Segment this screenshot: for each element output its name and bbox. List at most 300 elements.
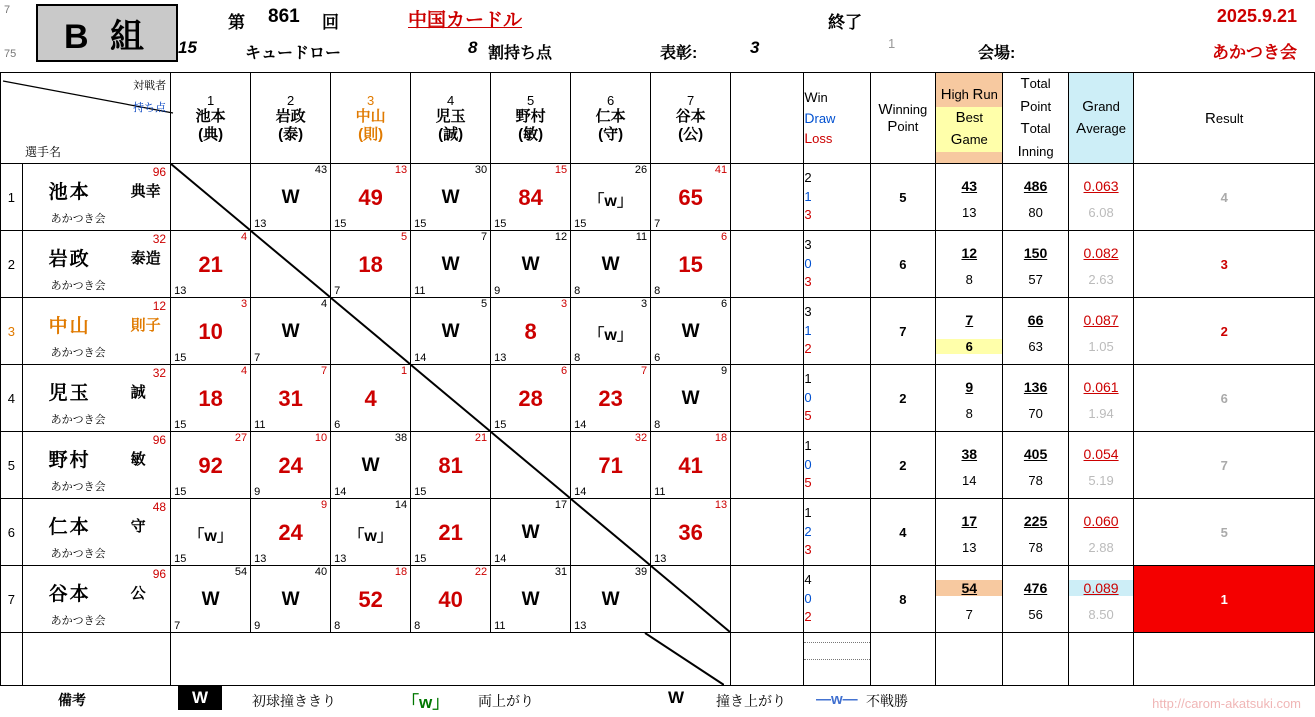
game-result-cell[interactable] — [411, 164, 491, 231]
total-point-cell — [1003, 566, 1068, 633]
grand-average-secondary: 1.05 — [1088, 339, 1114, 354]
game-result-cell[interactable] — [171, 231, 251, 298]
cell-inning: 15 — [494, 218, 507, 230]
grand-average-value: 0.054 — [1083, 446, 1119, 462]
result-cell: 6 — [1134, 365, 1315, 432]
legend-mark-2: 「w」 — [402, 693, 450, 712]
cell-opponent-score: 32 — [634, 432, 648, 444]
game-result-cell[interactable] — [171, 566, 251, 633]
tiny-top-number: 7 — [4, 4, 11, 16]
opponent-name-4: 児玉 (誠) — [435, 108, 466, 143]
win-count: 1 — [804, 504, 812, 520]
game-result-cell[interactable] — [491, 365, 571, 432]
cell-score: 8 — [524, 319, 537, 344]
best-game-value: 6 — [936, 339, 1002, 354]
grand-average-value: 0.063 — [1083, 178, 1119, 194]
sheet-header — [0, 0, 1315, 72]
empty-cell — [870, 633, 936, 686]
loss-count: 5 — [804, 475, 812, 491]
legend-mark-3: W — [668, 688, 685, 707]
winning-point-cell: 4 — [870, 499, 936, 566]
total-point-value: 476 — [1023, 580, 1048, 596]
cell-inning: 15 — [574, 218, 587, 230]
row-number: 5 — [1, 432, 23, 499]
total-point-cell — [1003, 499, 1068, 566]
cell-score: W — [361, 455, 380, 476]
cell-score: 28 — [518, 386, 543, 411]
sheet-footer — [0, 680, 1315, 717]
high-run-cell — [936, 164, 1003, 231]
draw-count: 2 — [804, 523, 812, 539]
empty-cell — [1068, 633, 1134, 686]
win-count: 1 — [804, 370, 812, 386]
cell-inning: 9 — [494, 285, 501, 297]
row-number: 1 — [1, 164, 23, 231]
cell-opponent-score: 13 — [394, 164, 408, 176]
cell-inning: 8 — [574, 352, 581, 364]
total-point-cell — [1003, 432, 1068, 499]
cell-inning: 8 — [414, 620, 421, 632]
game-result-cell[interactable] — [331, 499, 411, 566]
loss-count: 3 — [804, 274, 812, 290]
table-row — [1, 231, 1315, 298]
game-result-cell[interactable] — [331, 164, 411, 231]
draw-count: 0 — [804, 389, 812, 405]
cell-opponent-score: 13 — [714, 499, 728, 511]
legend-text-4: 不戦勝 — [866, 693, 908, 709]
game-result-cell[interactable] — [571, 566, 651, 633]
cell-inning: 13 — [174, 285, 187, 297]
legend-mark-4: —w— — [816, 691, 858, 708]
game-result-cell[interactable] — [491, 499, 571, 566]
result-cell: 1 — [1134, 566, 1315, 633]
player-family-name: 谷本 — [48, 584, 91, 605]
game-result-cell[interactable] — [651, 298, 731, 365]
player-given-name: 泰造 — [130, 250, 161, 267]
cell-inning: 15 — [414, 486, 427, 498]
total-inning-value: 56 — [1028, 607, 1043, 622]
player-club: あかつき会 — [50, 414, 106, 426]
corner-label-handicap: 持ち点 — [133, 102, 167, 114]
player-family-name: 池本 — [48, 182, 91, 203]
cell-inning: 15 — [174, 352, 187, 364]
game-result-cell[interactable] — [571, 164, 651, 231]
high-run-cell — [936, 432, 1003, 499]
game-result-cell[interactable] — [331, 231, 411, 298]
cell-inning: 15 — [174, 486, 187, 498]
opponent-index-5: 5 — [526, 93, 535, 109]
cell-inning: 14 — [334, 486, 347, 498]
game-result-cell[interactable] — [491, 298, 571, 365]
game-result-cell[interactable] — [171, 298, 251, 365]
game-result-cell[interactable] — [651, 499, 731, 566]
legend-text-3: 撞き上がり — [716, 693, 786, 709]
cell-score: 31 — [278, 386, 303, 411]
player-handicap: 96 — [152, 165, 167, 179]
diagonal-cell — [411, 365, 491, 432]
game-result-cell[interactable] — [411, 499, 491, 566]
cell-inning: 7 — [174, 620, 181, 632]
cell-opponent-score: 7 — [320, 365, 328, 377]
diagonal-cell — [251, 231, 331, 298]
cell-score: 24 — [278, 520, 303, 545]
opponent-name-3: 中山 (則) — [355, 108, 386, 143]
grand-average-cell — [1068, 231, 1134, 298]
player-name-cell — [22, 499, 170, 566]
table-row — [1, 164, 1315, 231]
cell-inning: 7 — [654, 218, 661, 230]
site-url[interactable]: http://carom-akatsuki.com — [1152, 696, 1301, 711]
game-result-cell[interactable] — [411, 432, 491, 499]
player-handicap: 32 — [152, 366, 167, 380]
cell-inning: 11 — [254, 419, 266, 431]
win-count: 3 — [804, 303, 812, 319]
player-club: あかつき会 — [50, 280, 106, 292]
cell-score: W — [281, 187, 300, 208]
high-run-cell — [936, 566, 1003, 633]
grand-average-secondary: 2.63 — [1088, 272, 1114, 287]
cell-opponent-score: 17 — [554, 499, 568, 511]
spacer-cell — [731, 499, 804, 566]
cell-score: W — [281, 321, 300, 342]
cell-opponent-score: 9 — [320, 499, 328, 511]
split-number: 8 — [468, 38, 478, 57]
cell-opponent-score: 3 — [640, 298, 648, 310]
opponent-name-2: 岩政 (泰) — [275, 108, 306, 143]
cell-score: 36 — [678, 520, 703, 545]
opponent-name-6: 仁本 (守) — [595, 108, 626, 143]
game-result-cell[interactable] — [251, 298, 331, 365]
cell-opponent-score: 38 — [394, 432, 408, 444]
spacer-cell — [731, 298, 804, 365]
cell-score: 52 — [358, 587, 383, 612]
cell-score: 65 — [678, 185, 703, 210]
cell-opponent-score: 4 — [240, 365, 248, 377]
cell-opponent-score: 5 — [480, 298, 488, 310]
cell-inning: 13 — [654, 553, 667, 565]
game-result-cell[interactable] — [331, 566, 411, 633]
total-inning-value: 70 — [1028, 406, 1043, 421]
cell-score: W — [521, 254, 540, 275]
wdl-cell — [804, 432, 870, 499]
wp-header-l1: inning — [892, 102, 928, 117]
game-result-cell[interactable] — [571, 298, 651, 365]
game-result-cell[interactable] — [571, 231, 651, 298]
cell-inning: 13 — [494, 352, 507, 364]
game-result-cell[interactable] — [491, 231, 571, 298]
result-header: Result — [1134, 73, 1315, 164]
cell-inning: 11 — [414, 285, 426, 297]
cell-inning: 15 — [334, 218, 347, 230]
total-point-cell — [1003, 231, 1068, 298]
game-result-cell[interactable] — [491, 566, 571, 633]
player-family-name: 中山 — [48, 316, 91, 337]
draw-count: 0 — [804, 456, 812, 472]
cell-opponent-score: 6 — [560, 365, 568, 377]
total-inning-value: 78 — [1028, 540, 1043, 555]
player-family-name: 仁本 — [48, 517, 91, 538]
cell-opponent-score: 10 — [314, 432, 328, 444]
table-corner-header — [1, 73, 171, 164]
legend-text-1: 初球撞ききり — [252, 693, 336, 709]
cell-inning: 9 — [254, 486, 261, 498]
result-cell: 4 — [1134, 164, 1315, 231]
game-result-cell[interactable] — [491, 164, 571, 231]
grand-average-value: 0.087 — [1083, 312, 1119, 328]
cell-score: 84 — [518, 185, 543, 210]
wdl-header-loss-rest: oss — [812, 131, 833, 147]
player-handicap: 48 — [152, 500, 167, 514]
game-result-cell[interactable] — [651, 365, 731, 432]
total-point-value: 225 — [1023, 513, 1048, 529]
cell-opponent-score: 18 — [714, 432, 728, 444]
cell-opponent-score: 14 — [394, 499, 408, 511]
cell-score: W — [441, 254, 460, 275]
player-given-name: 則子 — [130, 317, 161, 334]
cell-opponent-score: 5 — [400, 231, 408, 243]
game-result-cell[interactable] — [251, 566, 331, 633]
cell-score: 49 — [358, 185, 383, 210]
win-count: 2 — [804, 169, 812, 185]
spacer-cell — [731, 432, 804, 499]
player-name-cell — [22, 298, 170, 365]
opponent-index-2: 2 — [286, 93, 295, 109]
diagonal-cell — [331, 298, 411, 365]
cell-inning: 14 — [414, 352, 427, 364]
player-handicap: 96 — [152, 567, 167, 581]
high-run-value: 38 — [961, 446, 978, 462]
empty-diagonal-area — [171, 633, 731, 686]
cell-score: 92 — [198, 453, 223, 478]
empty-cell — [22, 633, 170, 686]
game-result-cell[interactable] — [171, 499, 251, 566]
cell-opponent-score: 31 — [554, 566, 568, 578]
total-point-cell — [1003, 164, 1068, 231]
cell-opponent-score: 3 — [560, 298, 568, 310]
opponent-header-7 — [651, 73, 731, 164]
cell-score: W — [521, 589, 540, 610]
handicap-label: キュードロー — [245, 45, 342, 62]
total-point-header: Total Point Total Inning — [1003, 73, 1068, 164]
loss-count: 2 — [804, 609, 812, 625]
high-run-cell — [936, 365, 1003, 432]
cell-score: W — [441, 187, 460, 208]
cell-inning: 8 — [654, 419, 661, 431]
game-result-cell[interactable] — [411, 231, 491, 298]
player-name-cell — [22, 566, 170, 633]
cell-opponent-score: 54 — [234, 566, 248, 578]
total-inning-value: 57 — [1028, 272, 1043, 287]
cell-opponent-score: 40 — [314, 566, 328, 578]
cell-inning: 9 — [254, 620, 261, 632]
game-result-cell[interactable] — [331, 432, 411, 499]
wdl-cell — [804, 164, 870, 231]
game-result-cell[interactable] — [251, 365, 331, 432]
opponent-header-2 — [251, 73, 331, 164]
cell-inning: 7 — [254, 352, 261, 364]
table-row — [1, 566, 1315, 633]
table-row — [1, 365, 1315, 432]
player-name-cell — [22, 231, 170, 298]
result-cell: 2 — [1134, 298, 1315, 365]
empty-cell — [731, 633, 804, 686]
tiny-bottom-number: 75 — [4, 48, 17, 60]
opponent-index-3: 3 — [366, 93, 375, 109]
high-run-header: High Run Best Game — [936, 73, 1003, 164]
cell-inning: 13 — [334, 553, 347, 565]
cell-score: W — [281, 589, 300, 610]
cell-score: 23 — [598, 386, 623, 411]
player-family-name: 児玉 — [48, 383, 91, 404]
opponent-name-1: 池本 (典) — [195, 108, 226, 143]
game-result-cell[interactable] — [571, 432, 651, 499]
loss-count: 2 — [804, 341, 812, 357]
game-result-cell[interactable] — [171, 365, 251, 432]
best-game-value: 13 — [962, 205, 977, 220]
game-result-cell[interactable] — [251, 164, 331, 231]
opponent-name-7: 谷本 (公) — [675, 108, 706, 143]
wdl-cell — [804, 499, 870, 566]
cell-inning: 8 — [574, 285, 581, 297]
cell-inning: 11 — [654, 486, 666, 498]
high-run-value: 9 — [965, 379, 974, 395]
diagonal-cell — [571, 499, 651, 566]
loss-count: 3 — [804, 207, 812, 223]
best-game-value: 8 — [965, 272, 973, 287]
grand-average-secondary: 1.94 — [1088, 406, 1114, 421]
empty-cell — [1, 633, 23, 686]
opponent-header-6 — [571, 73, 651, 164]
player-name-cell — [22, 164, 170, 231]
cell-score: W — [601, 589, 620, 610]
win-count: 4 — [804, 571, 812, 587]
cell-inning: 14 — [574, 486, 587, 498]
cell-inning: 8 — [334, 620, 341, 632]
cell-opponent-score: 26 — [634, 164, 648, 176]
player-club: あかつき会 — [50, 481, 106, 493]
cell-score: W — [521, 522, 540, 543]
opponent-index-1: 1 — [206, 93, 215, 109]
loss-count: 5 — [804, 408, 812, 424]
award-label: 表彰: — [660, 45, 698, 62]
high-run-value: 12 — [961, 245, 978, 261]
winning-point-cell: 5 — [870, 164, 936, 231]
round-number: 861 — [268, 6, 300, 27]
game-result-cell[interactable] — [651, 231, 731, 298]
cell-opponent-score: 21 — [474, 432, 488, 444]
game-result-cell[interactable] — [411, 298, 491, 365]
player-given-name: 敏 — [130, 451, 146, 468]
winning-point-cell: 6 — [870, 231, 936, 298]
grand-average-cell — [1068, 365, 1134, 432]
empty-wdl-cell — [804, 633, 870, 686]
diagonal-cell — [651, 566, 731, 633]
venue-name: あかつき会 — [1212, 43, 1297, 62]
cell-opponent-score: 4 — [320, 298, 328, 310]
cell-score: 15 — [678, 252, 703, 277]
wdl-cell — [804, 298, 870, 365]
high-run-cell — [936, 499, 1003, 566]
win-count: 1 — [804, 437, 812, 453]
best-game-value: 14 — [962, 473, 977, 488]
cell-opponent-score: 4 — [240, 231, 248, 243]
table-row — [1, 499, 1315, 566]
cell-opponent-score: 12 — [554, 231, 568, 243]
grand-average-cell — [1068, 566, 1134, 633]
result-cell: 3 — [1134, 231, 1315, 298]
row-number: 6 — [1, 499, 23, 566]
footer-label: 備考 — [58, 692, 86, 708]
winning-point-cell: 2 — [870, 365, 936, 432]
wdl-header-win-rest: in — [817, 89, 828, 105]
high-run-cell — [936, 231, 1003, 298]
opponent-header-1 — [171, 73, 251, 164]
diagonal-cell — [491, 432, 571, 499]
game-result-cell[interactable] — [251, 432, 331, 499]
cell-inning: 11 — [494, 620, 506, 632]
game-result-cell[interactable] — [651, 164, 731, 231]
game-result-cell[interactable] — [251, 499, 331, 566]
corner-label-playername: 選手名 — [25, 145, 62, 159]
cell-opponent-score: 15 — [554, 164, 568, 176]
wdl-header: Win Draw Loss — [804, 73, 870, 164]
cell-opponent-score: 7 — [640, 365, 648, 377]
row-number: 2 — [1, 231, 23, 298]
cell-inning: 15 — [174, 553, 187, 565]
spacer-cell — [731, 365, 804, 432]
best-game-value: 13 — [962, 540, 977, 555]
result-cell: 5 — [1134, 499, 1315, 566]
player-given-name: 守 — [130, 518, 146, 535]
group-box: B 組 — [36, 4, 178, 62]
total-inning-value: 80 — [1028, 205, 1043, 220]
grand-average-secondary: 5.19 — [1088, 473, 1114, 488]
cell-opponent-score: 43 — [314, 164, 328, 176]
wdl-cell — [804, 566, 870, 633]
cell-inning: 7 — [334, 285, 341, 297]
game-result-cell[interactable] — [331, 365, 411, 432]
grand-average-cell — [1068, 499, 1134, 566]
cell-inning: 6 — [654, 352, 661, 364]
wdl-header-draw-rest: raw — [814, 110, 836, 126]
grand-average-cell — [1068, 298, 1134, 365]
total-point-value: 405 — [1023, 446, 1048, 462]
player-family-name: 野村 — [48, 450, 91, 471]
game-result-cell[interactable] — [571, 365, 651, 432]
row-number: 4 — [1, 365, 23, 432]
game-result-cell[interactable] — [651, 432, 731, 499]
opponent-header-5 — [491, 73, 571, 164]
empty-cell — [1134, 633, 1315, 686]
cell-inning: 13 — [254, 553, 267, 565]
cell-score: W — [441, 321, 460, 342]
cell-inning: 14 — [494, 553, 507, 565]
legend-text-2: 両上がり — [478, 693, 534, 709]
game-result-cell[interactable] — [171, 432, 251, 499]
game-result-cell[interactable] — [411, 566, 491, 633]
cell-score: 40 — [438, 587, 463, 612]
high-run-value: 54 — [936, 580, 1002, 596]
cell-inning: 13 — [254, 218, 267, 230]
cell-opponent-score: 6 — [720, 298, 728, 310]
cell-score: 4 — [364, 386, 377, 411]
cell-opponent-score: 41 — [714, 164, 728, 176]
date-text: 2025.9.21 — [1216, 6, 1297, 26]
cell-score: W — [601, 254, 620, 275]
grand-average-secondary: 2.88 — [1088, 540, 1114, 555]
grand-average-value: 0.060 — [1083, 513, 1119, 529]
table-row — [1, 298, 1315, 365]
